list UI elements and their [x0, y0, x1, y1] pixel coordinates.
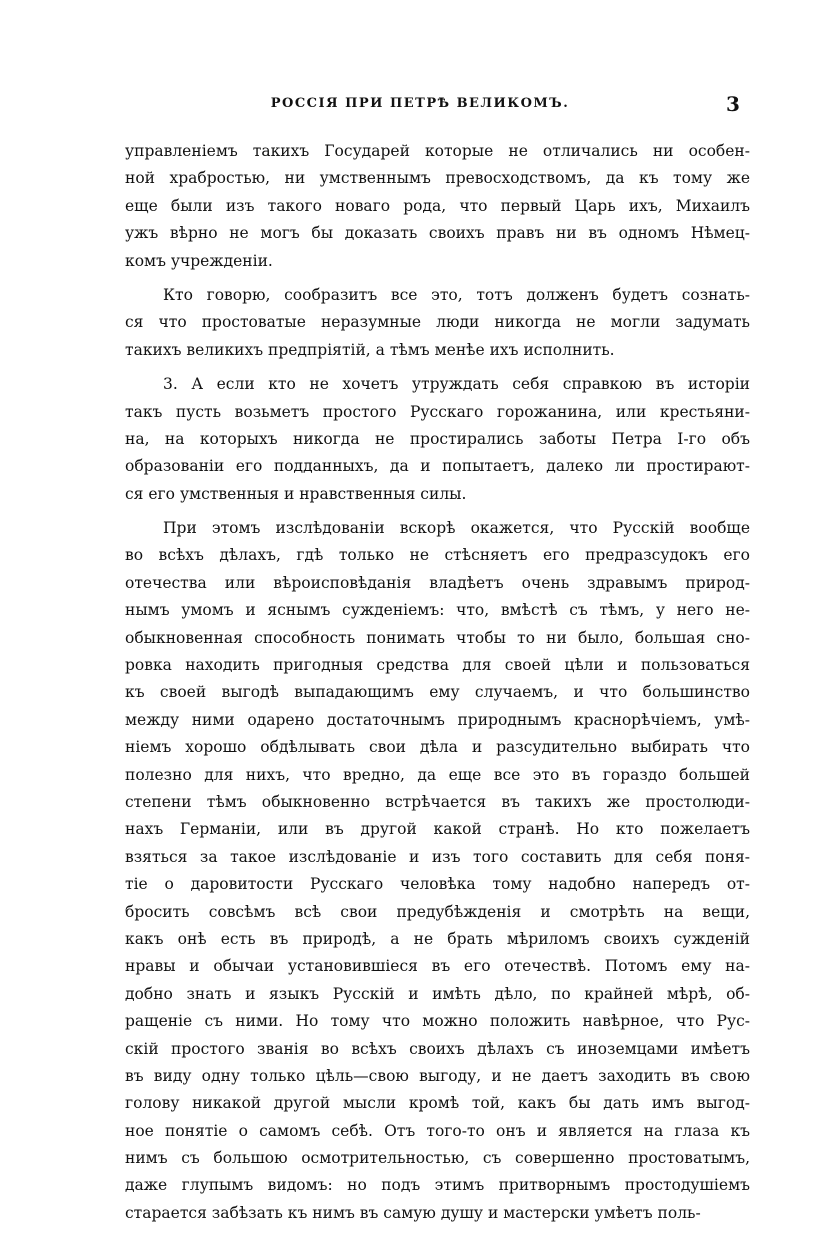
text-line: какъ онѣ есть въ природѣ, а не брать мѣриломъ своихъ сужденій — [125, 929, 750, 948]
text-line: ращеніе съ ними. Но тому что можно положить навѣрное, что Рус- — [125, 1012, 750, 1031]
text-line: полезно для нихъ, что вредно, да еще все это въ гораздо большей — [125, 765, 750, 784]
text-line: Кто говорю, сообразитъ все это, тотъ долженъ будетъ сознать- — [163, 285, 750, 304]
text-line: обыкновенная способность понимать чтобы то ни было, большая сно- — [125, 628, 750, 647]
text-line: ное понятіе о самомъ себѣ. Отъ того-то онъ и является на глаза къ — [125, 1121, 750, 1140]
running-head — [0, 92, 840, 120]
text-line: взяться за такое изслѣдованіе и изъ того составить для себя поня- — [125, 847, 750, 866]
text-line: между ними одарено достаточнымъ природнымъ краснорѣчіемъ, умѣ- — [125, 710, 750, 729]
paragraph — [125, 282, 750, 364]
text-line: отечества или вѣроисповѣданія владѣетъ очень здравымъ природ- — [125, 573, 750, 592]
text-line: степени тѣмъ обыкновенно встрѣчается въ такихъ же простолюди- — [125, 792, 750, 811]
text-line: къ своей выгодѣ выпадающимъ ему случаемъ, и что большинство — [125, 683, 750, 702]
text-line: управленіемъ такихъ Государей которые не отличались ни особен- — [125, 142, 750, 160]
text-line: бросить совсѣмъ всѣ свои предубѣжденія и смотрѣть на вещи, — [125, 902, 750, 921]
text-line: ніемъ хорошо обдѣлывать свои дѣла и разсудительно выбирать что — [125, 738, 750, 757]
text-line: такихъ великихъ предпріятій, а тѣмъ менѣе ихъ исполнить. — [125, 340, 615, 359]
body-text — [125, 138, 750, 1234]
text-line: ся его умственныя и нравственныя силы. — [125, 484, 467, 503]
text-line: ужъ вѣрно не могъ бы доказать своихъ правъ ни въ одномъ Нѣмец- — [125, 224, 750, 243]
text-line: такъ пусть возьметъ простого Русскаго горожанина, или крестьяни- — [125, 402, 750, 421]
text-line: При этомъ изслѣдованіи вскорѣ окажется, что Русскій вообще — [163, 519, 750, 538]
text-line: даже глупымъ видомъ: но подъ этимъ притворнымъ простодушіемъ — [125, 1176, 750, 1195]
text-line: образованіи его подданныхъ, да и попытаетъ, далеко ли простирают- — [125, 457, 750, 476]
paragraph — [125, 371, 750, 508]
text-line: нимъ съ большою осмотрительностью, съ совершенно простоватымъ, — [125, 1149, 750, 1168]
running-title: РОССІЯ ПРИ ПЕТРѢ ВЕЛИКОМЪ. — [270, 96, 570, 111]
text-line: 3. А если кто не хочетъ утруждать себя справкою въ исторіи — [163, 375, 750, 394]
text-line: добно знать и языкъ Русскій и имѣть дѣло, по крайней мѣрѣ, об- — [125, 984, 750, 1003]
text-line: еще были изъ такого новаго рода, что первый Царь ихъ, Михаилъ — [125, 196, 750, 215]
text-line: нымъ умомъ и яснымъ сужденіемъ: что, вмѣстѣ съ тѣмъ, у него не- — [125, 601, 750, 620]
text-line: тіе о даровитости Русскаго человѣка тому надобно напередъ от- — [125, 875, 750, 894]
text-line: комъ учрежденіи. — [125, 251, 273, 270]
text-line: старается забѣзать къ нимъ въ самую душу и мастерски умѣетъ поль- — [125, 1203, 701, 1222]
text-line: нахъ Германіи, или въ другой какой странѣ. Но кто пожелаетъ — [125, 820, 750, 839]
text-line: во всѣхъ дѣлахъ, гдѣ только не стѣсняетъ его предразсудокъ его — [125, 546, 750, 565]
text-line: ровка находить пригодныя средства для своей цѣли и пользоваться — [125, 656, 750, 675]
text-line: голову никакой другой мысли кромѣ той, какъ бы дать имъ выгод- — [125, 1094, 750, 1113]
text-line: на, на которыхъ никогда не простирались заботы Петра I-го объ — [125, 429, 750, 448]
text-line: нравы и обычаи установившіеся въ его отечествѣ. Потомъ ему на- — [125, 957, 750, 976]
page-number: 3 — [726, 92, 740, 116]
text-line: ся что простоватые неразумные люди никогда не могли задумать — [125, 313, 750, 332]
text-line: ной храбростью, ни умственнымъ превосходствомъ, да къ тому же — [125, 169, 750, 188]
paragraph — [125, 515, 750, 1227]
text-line: скій простого званія во всѣхъ своихъ дѣлахъ съ иноземцами имѣетъ — [125, 1039, 750, 1058]
text-line: въ виду одну только цѣль—свою выгоду, и не даетъ заходить въ свою — [125, 1066, 750, 1085]
paragraph — [125, 138, 750, 275]
